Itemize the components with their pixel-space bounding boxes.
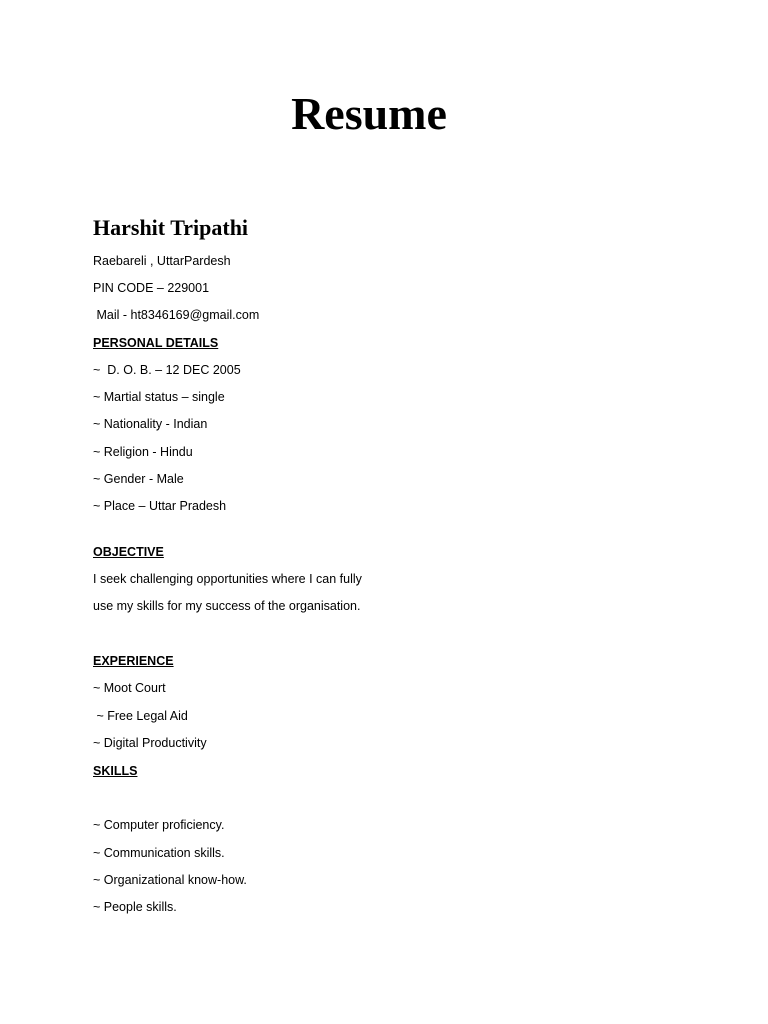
skill-item: ~ Communication skills. (93, 846, 225, 860)
objective-text-line: use my skills for my success of the organisation. (93, 599, 361, 613)
personal-detail-item: ~ Place – Uttar Pradesh (93, 499, 227, 513)
applicant-name: Harshit Tripathi (93, 215, 249, 240)
mail-line: Mail - ht8346169@gmail.com (93, 308, 260, 322)
personal-details-heading: PERSONAL DETAILS (93, 336, 219, 350)
experience-item: ~ Moot Court (93, 681, 166, 695)
skill-item: ~ Computer proficiency. (93, 818, 225, 832)
personal-detail-item: ~ D. O. B. – 12 DEC 2005 (93, 363, 241, 377)
objective-heading: OBJECTIVE (93, 545, 164, 559)
experience-item: ~ Free Legal Aid (93, 709, 188, 723)
address-line: Raebareli , UttarPardesh (93, 254, 231, 268)
pin-code-line: PIN CODE – 229001 (93, 281, 210, 295)
skill-item: ~ Organizational know-how. (93, 873, 247, 887)
skill-item: ~ People skills. (93, 900, 177, 914)
experience-item: ~ Digital Productivity (93, 736, 207, 750)
objective-text-line: I seek challenging opportunities where I can fully (93, 572, 362, 586)
personal-detail-item: ~ Gender - Male (93, 472, 184, 486)
personal-detail-item: ~ Religion - Hindu (93, 445, 193, 459)
personal-detail-item: ~ Martial status – single (93, 390, 225, 404)
experience-heading: EXPERIENCE (93, 654, 174, 668)
document-title: Resume (291, 88, 447, 139)
personal-detail-item: ~ Nationality - Indian (93, 417, 208, 431)
skills-heading: SKILLS (93, 764, 138, 778)
